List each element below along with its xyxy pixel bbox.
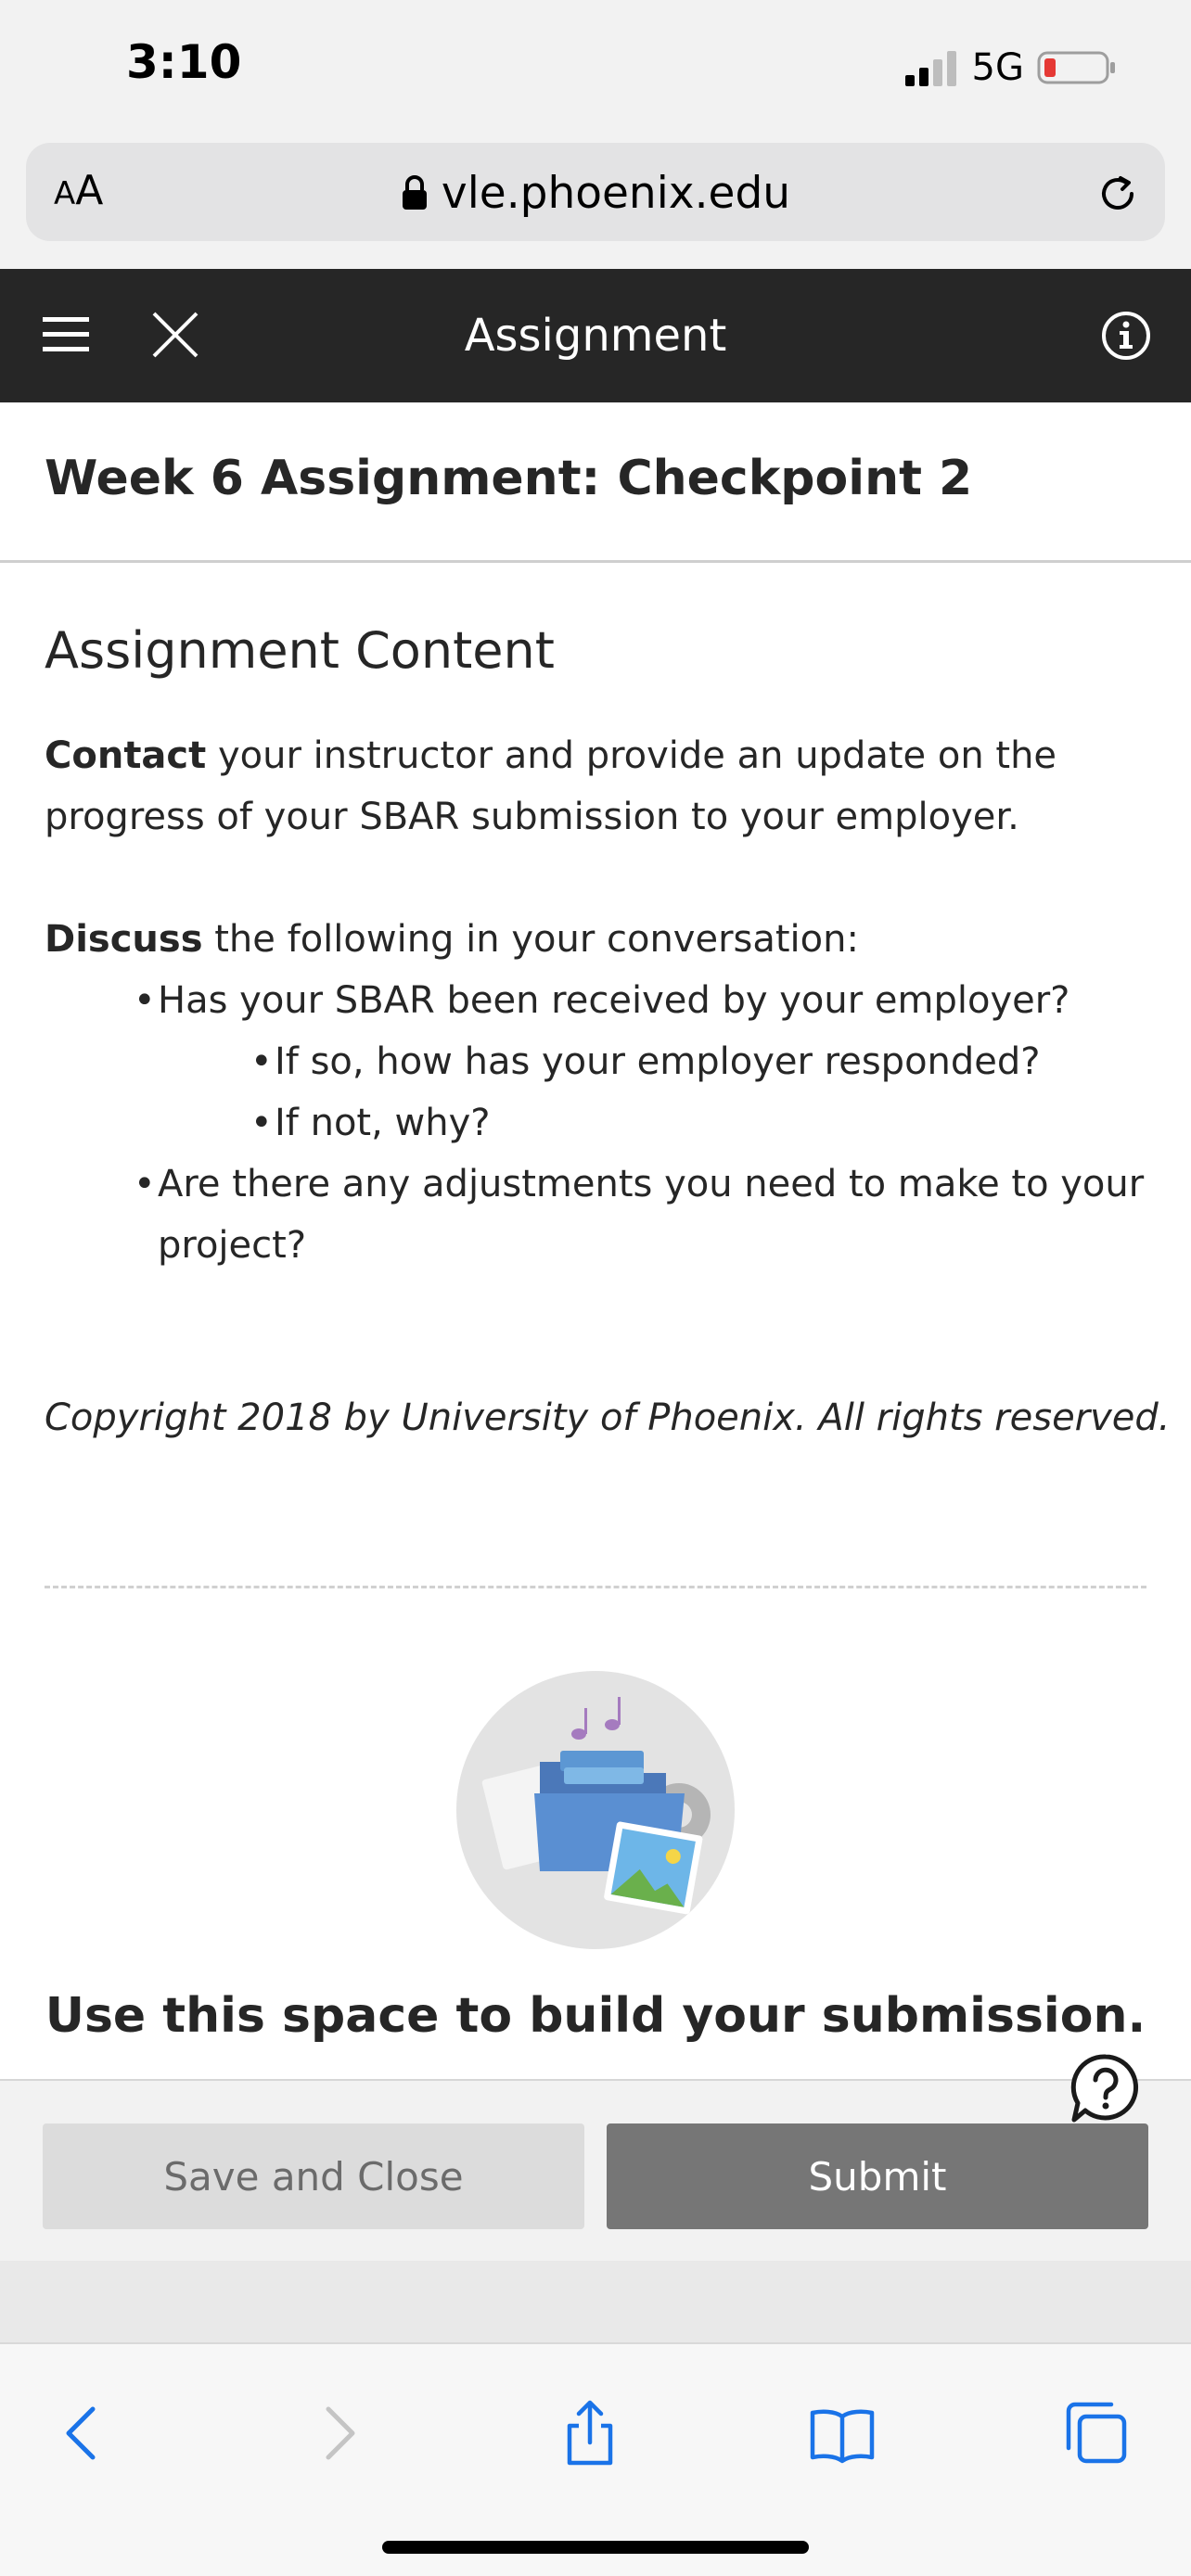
bullet-text: If so, how has your employer responded?	[275, 1040, 1041, 1083]
save-and-close-button[interactable]: Save and Close	[43, 2123, 584, 2229]
home-indicator	[382, 2541, 809, 2554]
sub-bullet-item	[250, 1031, 1041, 1092]
bullet-dot: •	[250, 1102, 273, 1144]
url-bar[interactable]	[26, 143, 1165, 241]
tabs-icon[interactable]	[1063, 2400, 1130, 2467]
discuss-text: the following in your conversation:	[202, 918, 859, 961]
help-icon[interactable]	[1069, 2051, 1143, 2125]
lock-icon	[401, 174, 429, 211]
app-header	[0, 269, 1191, 402]
contact-text-line1: your instructor and provide an update on the	[206, 734, 1057, 777]
discuss-bold: Discuss	[45, 918, 203, 961]
section-heading: Assignment Content	[45, 621, 555, 680]
reload-icon[interactable]	[1095, 171, 1141, 217]
page-title: Week 6 Assignment: Checkpoint 2	[45, 451, 973, 506]
battery-icon	[1037, 49, 1117, 86]
bullet-text: If not, why?	[275, 1102, 491, 1144]
url-display[interactable]	[26, 165, 1165, 221]
submission-heading: Use this space to build your submission.	[45, 1988, 1146, 2044]
network-type: 5G	[971, 46, 1024, 89]
share-icon[interactable]	[557, 2400, 623, 2467]
signal-icon	[905, 49, 959, 86]
header-title: Assignment	[464, 310, 727, 362]
contact-bold: Contact	[45, 734, 207, 777]
forward-icon[interactable]	[306, 2400, 373, 2467]
sub-bullet-item	[250, 1092, 491, 1154]
media-folder-illustration	[456, 1671, 735, 1949]
footer-spacer	[0, 2261, 1191, 2342]
bullet-text: Has your SBAR been received by your employer?	[158, 979, 1070, 1022]
info-icon[interactable]	[1100, 310, 1152, 362]
bullet-item	[134, 1154, 1144, 1276]
bullet-dot: •	[250, 1040, 273, 1083]
submit-button[interactable]: Submit	[607, 2123, 1148, 2229]
contact-paragraph	[45, 725, 1148, 848]
action-footer	[0, 2079, 1191, 2263]
bullet-text: Are there any adjustments you need to make to your	[158, 1163, 1145, 1205]
browser-url-area	[0, 135, 1191, 269]
status-bar	[0, 0, 1191, 135]
bullet-dot: •	[134, 979, 156, 1022]
back-icon[interactable]	[48, 2400, 115, 2467]
bullet-text-continued: project?	[158, 1224, 307, 1267]
discuss-paragraph	[45, 909, 1148, 970]
status-time: 3:10	[126, 35, 242, 89]
copyright-text: Copyright 2018 by University of Phoenix. All rights reserved.	[45, 1396, 1171, 1439]
bullet-dot: •	[134, 1163, 156, 1205]
contact-text-line2: progress of your SBAR submission to your employer.	[45, 796, 1019, 838]
status-indicators	[905, 45, 1117, 91]
content-divider	[45, 1586, 1146, 1588]
bullet-item	[134, 970, 1069, 1031]
page-title-bar	[0, 402, 1191, 563]
url-text: vle.phoenix.edu	[441, 167, 791, 219]
text-size-button[interactable]: AA	[54, 167, 104, 214]
bookmarks-icon[interactable]	[809, 2400, 876, 2467]
